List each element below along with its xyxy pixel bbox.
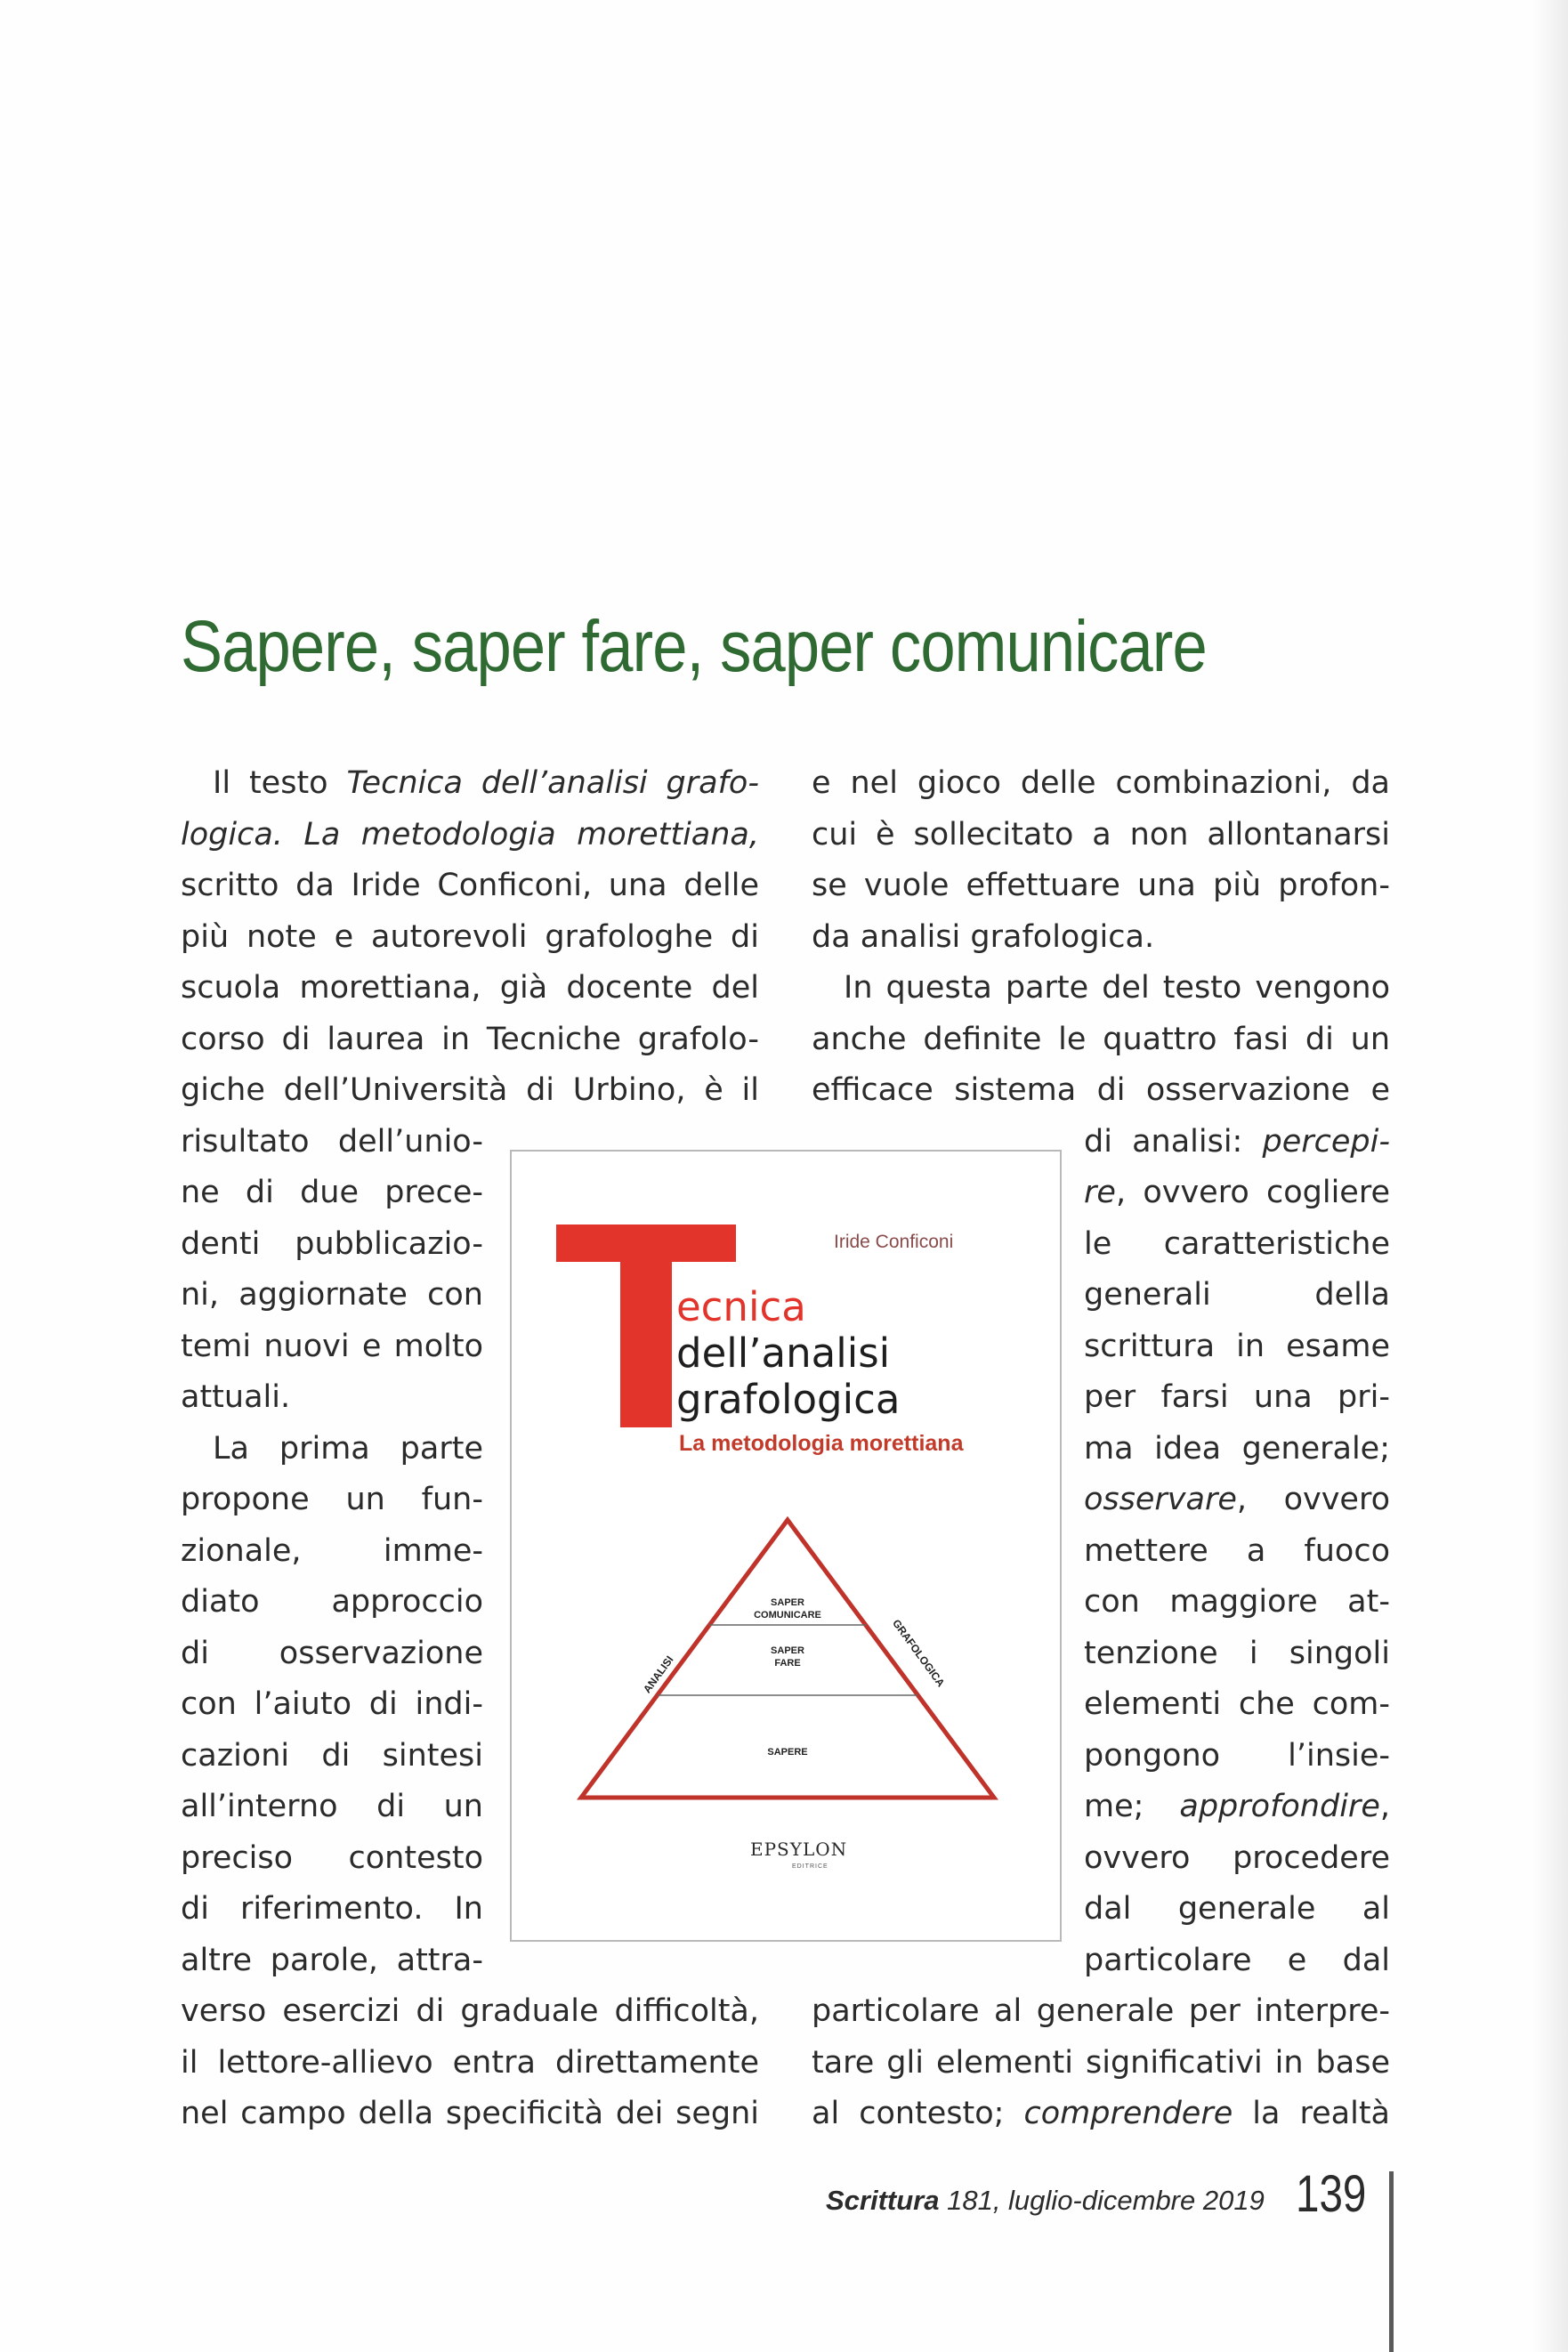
text-line <box>812 1065 1390 1117</box>
text-segment: particolare e dal <box>1084 1942 1390 1978</box>
text-segment: se vuole effettuare una più profon- <box>812 868 1390 903</box>
text-line <box>812 810 1390 861</box>
text-segment: , ovvero <box>1236 1482 1390 1517</box>
text-line <box>181 1782 483 1833</box>
text-segment: zionale, imme- <box>181 1532 483 1569</box>
text-line <box>181 912 759 964</box>
italic-text: approfondire <box>1179 1789 1380 1824</box>
cover-title-line2: dell’analisi <box>676 1330 891 1377</box>
text-segment: , ovvero cogliere <box>1115 1175 1390 1210</box>
cover-big-t-stem <box>620 1262 672 1427</box>
text-segment: Il testo <box>213 765 347 801</box>
cover-subtitle: La metodologia morettiana <box>679 1431 964 1456</box>
text-line <box>181 2038 759 2089</box>
italic-text: Tecnica dell’analisi grafo- <box>346 765 759 801</box>
text-segment: ma idea generale; <box>1084 1430 1390 1467</box>
text-line <box>181 1833 483 1885</box>
text-line <box>812 758 1390 810</box>
text-line <box>181 1475 483 1526</box>
italic-text: osservare <box>1084 1482 1237 1517</box>
text-segment: all’interno di un <box>181 1789 483 1824</box>
pyramid-label-mid-2: FARE <box>774 1658 801 1669</box>
text-line <box>812 861 1390 912</box>
text-line <box>812 2089 1390 2140</box>
text-line <box>181 1014 759 1066</box>
text-segment: di analisi: <box>1084 1123 1263 1160</box>
text-segment: da analisi grafologica. <box>812 918 1155 955</box>
text-segment: efficace sistema di osservazione e <box>812 1072 1390 1108</box>
text-line <box>181 1065 759 1117</box>
text-line <box>181 810 759 861</box>
text-line <box>812 1014 1390 1066</box>
text-segment: elementi che com- <box>1084 1686 1390 1722</box>
text-segment: al contesto; <box>812 2096 1024 2131</box>
text-line <box>812 912 1390 964</box>
text-line <box>181 1424 483 1475</box>
text-segment: cazioni di sintesi <box>181 1737 483 1774</box>
text-segment: tenzione i singoli <box>1084 1635 1390 1671</box>
article-title: Sapere, saper fare, saper comunicare <box>181 606 1207 687</box>
text-segment: per farsi una pri- <box>1084 1379 1390 1415</box>
text-segment: e nel gioco delle combinazioni, da <box>812 765 1390 801</box>
text-segment: con maggiore at- <box>1084 1584 1390 1620</box>
text-line <box>181 1219 483 1271</box>
pyramid-label-top-1: SAPER <box>771 1597 804 1608</box>
publisher-logo: EPSYLON <box>750 1839 848 1860</box>
text-segment: verso esercizi di graduale difficoltà, <box>181 1993 759 2029</box>
page-number: 139 <box>1296 2165 1367 2223</box>
text-segment: generali della <box>1084 1277 1390 1313</box>
text-line <box>181 1679 483 1731</box>
footer-journal: Scrittura <box>826 2185 940 2216</box>
cover-title-line3: grafologica <box>676 1376 901 1423</box>
text-segment: dal generale al <box>1084 1891 1390 1927</box>
text-segment: risultato dell’unio- <box>181 1123 483 1160</box>
text-segment: scritto da Iride Conficoni, una delle <box>181 868 759 903</box>
cover-title-line1: ecnica <box>676 1283 806 1330</box>
text-segment: preciso contesto <box>181 1839 483 1876</box>
text-segment: anche definite le quattro fasi di un <box>812 1021 1390 1057</box>
pyramid-side-left: ANALISI <box>640 1653 676 1696</box>
text-segment: scrittura in esame <box>1084 1328 1390 1364</box>
book-cover-image <box>510 1150 1062 1942</box>
text-segment: di riferimento. In <box>181 1891 483 1927</box>
text-line <box>181 758 759 810</box>
text-line <box>812 1936 1390 1987</box>
text-line <box>181 963 759 1014</box>
text-segment: propone un fun- <box>181 1482 483 1517</box>
text-segment: nel campo della specificità dei segni <box>181 2096 759 2131</box>
text-segment: ni, aggiornate con <box>181 1277 483 1313</box>
text-line <box>181 2089 759 2140</box>
footer-issue: 181, luglio-dicembre 2019 <box>939 2185 1265 2216</box>
text-line <box>181 1321 483 1373</box>
text-segment: giche dell’Università di Urbino, è il <box>181 1072 759 1108</box>
pyramid-label-base: SAPERE <box>767 1747 808 1758</box>
pyramid-label-mid-1: SAPER <box>771 1645 804 1656</box>
text-line <box>181 1372 483 1424</box>
text-line <box>181 1117 483 1168</box>
text-line <box>181 1270 483 1321</box>
text-segment: In questa parte del testo vengono <box>844 970 1390 1006</box>
text-line <box>812 2038 1390 2089</box>
pyramid-side-right: GRAFOLOGICA <box>890 1617 948 1690</box>
italic-text: percepi- <box>1262 1123 1390 1160</box>
text-segment: tare gli elementi significativi in base <box>812 2044 1390 2081</box>
text-segment: attuali. <box>181 1379 291 1415</box>
text-segment: altre parole, attra- <box>181 1942 483 1978</box>
pyramid-label-top-2: COMUNICARE <box>754 1610 821 1621</box>
italic-text: logica. La metodologia morettiana, <box>181 816 759 853</box>
text-line <box>181 1577 483 1629</box>
page-edge-rule <box>1389 2171 1394 2352</box>
text-line <box>812 1986 1390 2038</box>
scan-edge-shadow <box>1532 0 1568 2352</box>
text-line <box>812 963 1390 1014</box>
text-segment: più note e autorevoli grafologhe di <box>181 918 759 955</box>
text-line <box>181 1731 483 1782</box>
italic-text: comprendere <box>1023 2096 1233 2131</box>
text-line <box>181 861 759 912</box>
text-line <box>181 1629 483 1680</box>
text-segment: la realtà <box>1233 2096 1390 2131</box>
publisher-logo-sub: EDITRICE <box>792 1863 828 1870</box>
text-segment: mettere a fuoco <box>1084 1532 1390 1569</box>
text-segment: ovvero procedere <box>1084 1839 1390 1876</box>
text-segment: , <box>1379 1789 1390 1824</box>
book-cover <box>521 1160 1051 1931</box>
text-segment: cui è sollecitato a non allontanarsi <box>812 816 1390 853</box>
text-line <box>181 1936 483 1987</box>
text-segment: denti pubblicazio- <box>181 1225 483 1262</box>
cover-author: Iride Conficoni <box>834 1232 954 1252</box>
pyramid-diagram <box>574 1513 1001 1806</box>
page-footer <box>826 2185 1265 2217</box>
text-segment: particolare al generale per interpre- <box>812 1993 1390 2029</box>
text-segment: La prima parte <box>213 1430 483 1467</box>
text-segment: pongono l’insie- <box>1084 1737 1390 1774</box>
text-segment: temi nuovi e molto <box>181 1328 483 1364</box>
text-line <box>181 1884 483 1936</box>
italic-text: re <box>1084 1175 1116 1210</box>
text-segment: di osservazione <box>181 1635 483 1671</box>
text-line <box>181 1526 483 1578</box>
text-segment: me; <box>1084 1789 1180 1824</box>
text-segment: con l’aiuto di indi- <box>181 1686 483 1722</box>
text-segment: diato approccio <box>181 1584 483 1620</box>
text-segment: le caratteristiche <box>1084 1225 1390 1262</box>
text-segment: ne di due prece- <box>181 1175 483 1210</box>
text-segment: scuola morettiana, già docente del <box>181 970 759 1006</box>
text-line <box>181 1168 483 1219</box>
text-segment: il lettore-allievo entra direttamente <box>181 2044 759 2081</box>
cover-big-t-bar <box>556 1224 736 1262</box>
text-segment: corso di laurea in Tecniche grafolo- <box>181 1021 759 1057</box>
text-line <box>181 1986 759 2038</box>
